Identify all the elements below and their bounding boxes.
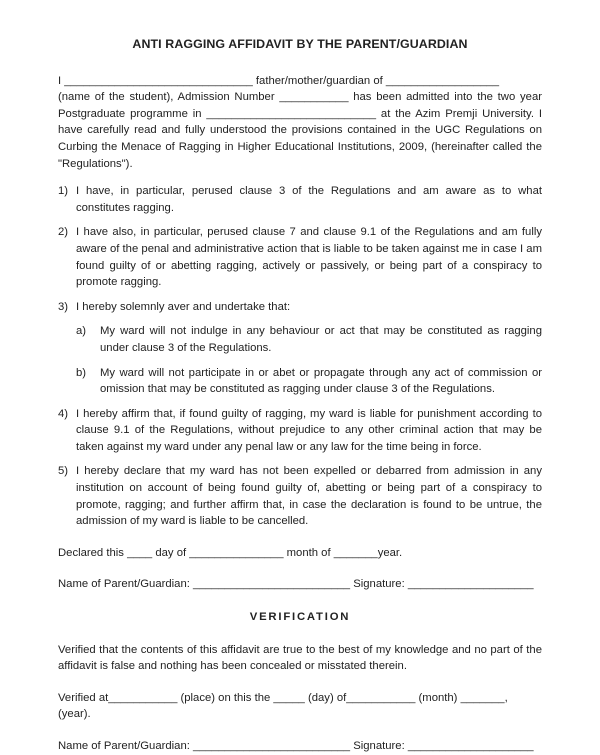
clause-number: 2) xyxy=(58,226,69,239)
clause-text: I have also, in particular, perused clause 7 and clause 9.1 of the Regulations and am fully aware of the penal and administrative action that is liable to be taken against me in case I am found guilty of or abetting ragging, actively or passively, or being part of a conspiracy to promote ragging. xyxy=(76,226,542,289)
clause-4 xyxy=(58,406,542,456)
clause-text: I hereby declare that my ward has not been expelled or debarred from admission in any institution on account of being found guilty of, abetting or being part of a conspiracy to promote, ragging; and further affirm that, in case the declaration is found to be untrue, the admission of my ward is liable to be cancelled. xyxy=(76,465,542,528)
subclause-text: My ward will not indulge in any behaviour or act that may be constituted as ragging under clause 3 of the Regulations. xyxy=(100,325,542,354)
subclause-b xyxy=(58,365,542,398)
clause-number: 3) xyxy=(58,300,69,313)
verification-place-date-line: Verified at___________ (place) on this the _____ (day) of___________ (month) _______, (year). xyxy=(58,691,508,721)
declaration-date-line: Declared this ____ day of _______________ month of _______year. xyxy=(58,546,403,559)
clause-1 xyxy=(58,183,542,216)
intro-line-1: I ______________________________ father/mother/guardian of __________________ xyxy=(58,74,499,87)
clause-number: 5) xyxy=(58,465,69,478)
verification-heading: VERIFICATION xyxy=(249,611,351,624)
clause-text: I hereby solemnly aver and undertake that: xyxy=(76,300,291,313)
subclause-a xyxy=(58,323,542,356)
intro-paragraph: (name of the student), Admission Number ___________ has been admitted into the two year Postgraduate programme in ___________________________ at the Azim Premji University. I have carefully read and fully understood the provisions contained in the UGC Regulations on Curbing the Menace of Ragging in Higher Educational Institutions, 2009, (hereinafter called the "Regulations"). xyxy=(58,91,542,170)
document-title: ANTI RAGGING AFFIDAVIT BY THE PARENT/GUARDIAN xyxy=(132,37,468,51)
clause-text: I have, in particular, perused clause 3 of the Regulations and am aware as to what constitutes ragging. xyxy=(76,185,542,214)
clause-2 xyxy=(58,224,542,290)
verification-text: Verified that the contents of this affidavit are true to the best of my knowledge and no part of the affidavit is false and nothing has been concealed or misstated therein. xyxy=(58,643,542,673)
clause-5 xyxy=(58,463,542,529)
parent-signature-line: Name of Parent/Guardian: _________________________ Signature: ____________________ xyxy=(58,578,534,591)
clause-number: 1) xyxy=(58,185,69,198)
clause-list xyxy=(58,183,542,530)
clause-number: 4) xyxy=(58,407,69,420)
subclause-letter: b) xyxy=(76,366,87,379)
verification-signature-line: Name of Parent/Guardian: _________________________ Signature: ____________________ xyxy=(58,740,534,752)
subclause-text: My ward will not participate in or abet or propagate through any act of commission or omission that may be constituted as ragging under clause 3 of the Regulations. xyxy=(100,366,542,396)
subclause-letter: a) xyxy=(76,325,87,338)
clause-text: I hereby affirm that, if found guilty of ragging, my ward is liable for punishment according to clause 9.1 of the Regulations, without prejudice to any other criminal action that may be taken against my ward under any penal law or any law for the time being in force. xyxy=(76,407,542,453)
clause-3 xyxy=(58,299,542,316)
